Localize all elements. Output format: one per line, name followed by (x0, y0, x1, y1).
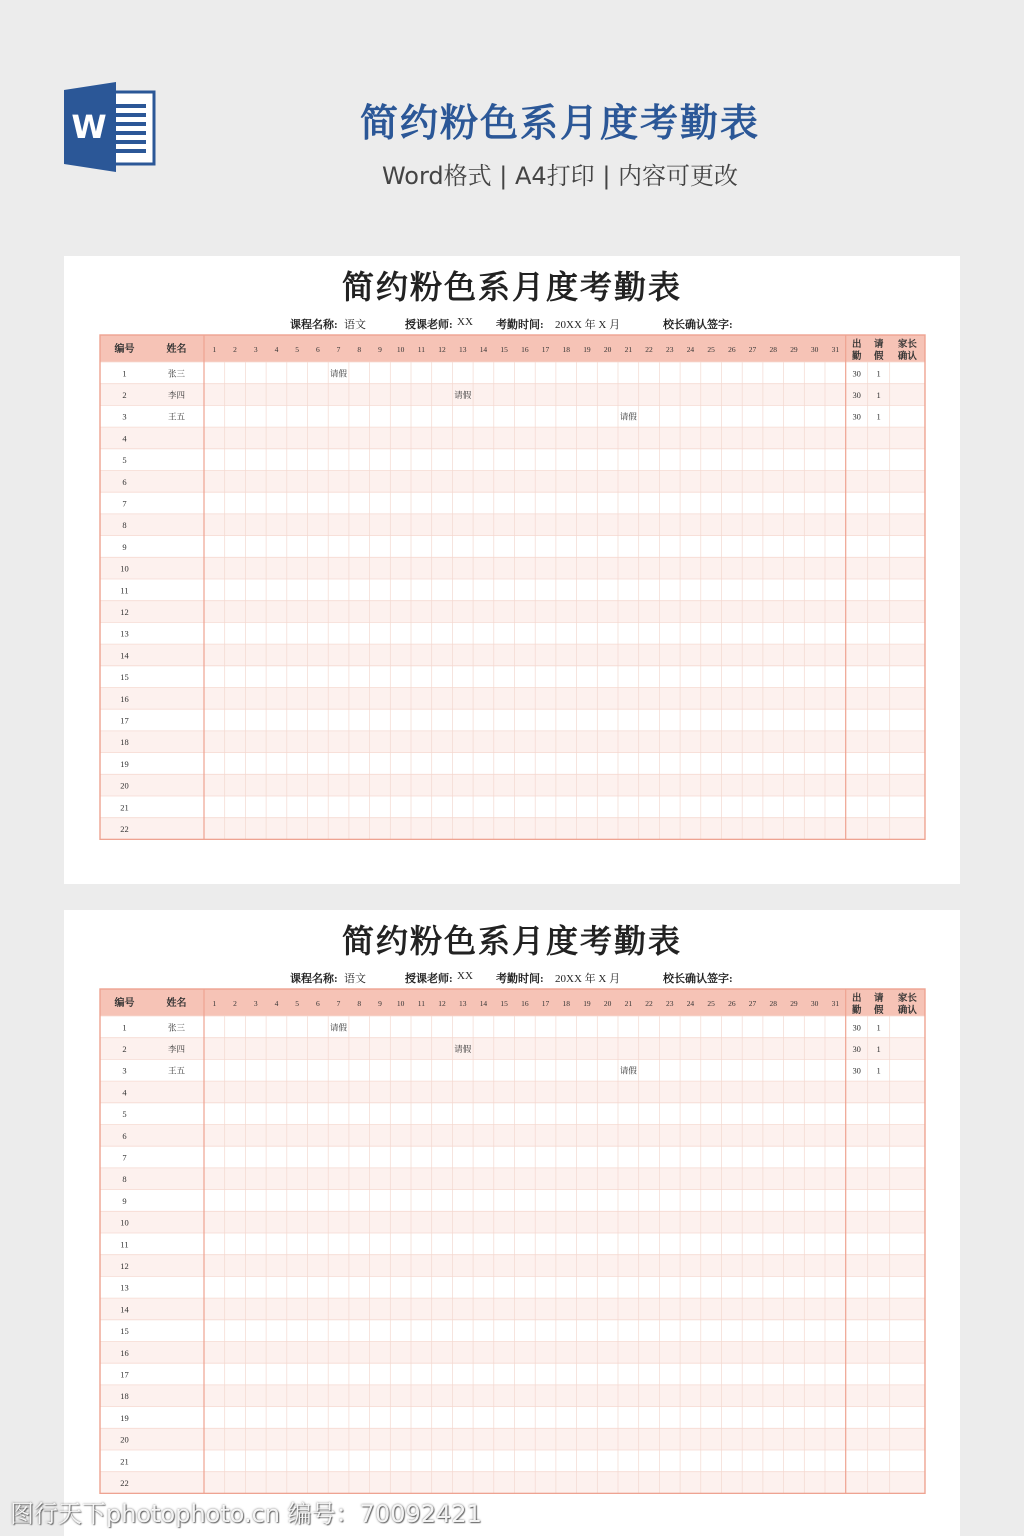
header-day: 30 (810, 998, 819, 1008)
header-day: 7 (336, 998, 341, 1008)
leave-mark: 请假 (619, 411, 637, 422)
table-row (100, 1124, 925, 1146)
row-number: 2 (122, 390, 127, 401)
row-number: 17 (120, 715, 129, 726)
table-row (100, 1363, 925, 1385)
row-name: 张三 (168, 368, 185, 379)
document-title: 简约粉色系月度考勤表 (341, 269, 682, 305)
course-label: 课程名称: (290, 973, 338, 985)
header-day: 31 (831, 998, 840, 1008)
svg-text:W: W (71, 108, 107, 146)
header-day: 7 (336, 344, 341, 354)
header-day: 11 (417, 998, 425, 1008)
header-day: 23 (666, 998, 674, 1008)
document-title: 简约粉色系月度考勤表 (341, 923, 682, 959)
table-row (100, 1038, 925, 1060)
row-number: 1 (122, 1022, 127, 1033)
header-day: 13 (459, 344, 467, 354)
table-row (100, 1168, 925, 1190)
table-row (100, 1320, 925, 1342)
table-row (100, 666, 925, 688)
header-day: 1 (212, 344, 217, 354)
header-leave: 假 (873, 1005, 884, 1016)
row-number: 3 (122, 1065, 127, 1076)
header-day: 5 (295, 998, 300, 1008)
header-day: 14 (479, 998, 488, 1008)
row-number: 22 (120, 1478, 129, 1489)
row-number: 20 (120, 1434, 129, 1445)
header-day: 5 (295, 344, 300, 354)
row-number: 16 (120, 693, 129, 704)
header-day: 8 (357, 998, 362, 1008)
header-parent-confirm: 确认 (897, 1005, 917, 1016)
document-info-line (64, 316, 960, 332)
table-row (100, 1190, 925, 1212)
row-number: 11 (120, 1239, 129, 1250)
header-day: 28 (769, 344, 777, 354)
table-row (100, 1298, 925, 1320)
header-day: 26 (728, 998, 736, 1008)
table-row (100, 731, 925, 753)
row-number: 15 (120, 672, 129, 683)
principal-signature-label: 校长确认签字: (663, 319, 733, 331)
row-number: 10 (120, 563, 129, 574)
teacher-label: 授课老师: (405, 319, 453, 331)
row-leave-count: 1 (876, 1022, 881, 1033)
table-row (100, 557, 925, 579)
row-number: 14 (120, 650, 129, 661)
header-day: 25 (707, 998, 715, 1008)
header-name: 姓名 (166, 343, 187, 355)
table-row (100, 1385, 925, 1407)
promo-header (0, 0, 1024, 250)
row-name: 王五 (168, 1065, 185, 1076)
row-number: 8 (122, 520, 127, 531)
row-attend-count: 30 (852, 368, 861, 379)
teacher-value: XX (457, 316, 473, 328)
header-day: 24 (686, 998, 695, 1008)
header-day: 16 (521, 344, 529, 354)
row-number: 2 (122, 1044, 127, 1055)
row-number: 13 (120, 1282, 129, 1293)
row-number: 7 (122, 1152, 127, 1163)
table-row (100, 753, 925, 775)
header-day: 2 (233, 998, 237, 1008)
row-number: 20 (120, 780, 129, 791)
table-row (100, 687, 925, 709)
header-day: 16 (521, 998, 529, 1008)
table-row (100, 774, 925, 796)
header-day: 9 (378, 344, 382, 354)
header-day: 8 (357, 344, 362, 354)
header-attend: 出 (851, 339, 862, 350)
header-parent-confirm: 家长 (897, 339, 917, 350)
course-label: 课程名称: (290, 319, 338, 331)
leave-mark: 请假 (619, 1065, 637, 1076)
attendance-table (99, 988, 926, 1494)
header-day: 12 (438, 998, 446, 1008)
table-row (100, 492, 925, 514)
row-number: 15 (120, 1326, 129, 1337)
header-parent-confirm: 确认 (897, 351, 917, 362)
leave-mark: 请假 (454, 1044, 472, 1055)
row-number: 19 (120, 758, 129, 769)
header-day: 21 (624, 998, 633, 1008)
row-number: 13 (120, 628, 129, 639)
row-number: 6 (122, 476, 127, 487)
table-row (100, 405, 925, 427)
row-number: 21 (120, 802, 129, 813)
table-row (100, 470, 925, 492)
header-day: 22 (645, 344, 653, 354)
row-number: 9 (122, 541, 127, 552)
table-row (100, 1081, 925, 1103)
table-row (100, 601, 925, 623)
table-row (100, 818, 925, 840)
course-value: 语文 (344, 319, 366, 331)
table-row (100, 1341, 925, 1363)
header-day: 9 (378, 998, 382, 1008)
header-day: 17 (541, 998, 550, 1008)
row-number: 10 (120, 1217, 129, 1228)
header-day: 4 (274, 998, 279, 1008)
header-day: 2 (233, 344, 237, 354)
table-row (100, 622, 925, 644)
row-name: 张三 (168, 1022, 185, 1033)
row-name: 李四 (168, 390, 185, 401)
header-day: 1 (212, 998, 217, 1008)
table-row (100, 709, 925, 731)
row-number: 12 (120, 1261, 129, 1272)
row-attend-count: 30 (852, 1022, 861, 1033)
row-number: 14 (120, 1304, 129, 1315)
row-number: 18 (120, 737, 129, 748)
header-day: 10 (396, 344, 405, 354)
table-row (100, 449, 925, 471)
header-day: 27 (748, 344, 757, 354)
row-number: 21 (120, 1456, 129, 1467)
time-value: 20XX 年 X 月 (555, 973, 621, 985)
row-leave-count: 1 (876, 368, 881, 379)
header-number: 编号 (114, 343, 135, 355)
header-day: 18 (562, 998, 570, 1008)
table-row (100, 384, 925, 406)
row-number: 17 (120, 1369, 129, 1380)
table-row (100, 1211, 925, 1233)
row-name: 李四 (168, 1044, 185, 1055)
header-attend: 出 (851, 993, 862, 1004)
leave-mark: 请假 (454, 390, 472, 401)
header-day: 19 (583, 998, 591, 1008)
table-header-bg (100, 335, 925, 362)
principal-signature-label: 校长确认签字: (663, 973, 733, 985)
header-leave: 假 (873, 351, 884, 362)
header-attend: 勤 (851, 1005, 862, 1016)
row-number: 9 (122, 1195, 127, 1206)
row-number: 11 (120, 585, 129, 596)
row-attend-count: 30 (852, 411, 861, 422)
promo-subtitle: Word格式 | A4打印 | 内容可更改 (381, 162, 739, 190)
table-row (100, 1472, 925, 1494)
promo-title: 简约粉色系月度考勤表 (359, 101, 760, 145)
time-value: 20XX 年 X 月 (555, 319, 621, 331)
table-row (100, 1016, 925, 1038)
row-leave-count: 1 (876, 1044, 881, 1055)
header-day: 4 (274, 344, 279, 354)
row-number: 4 (122, 433, 127, 444)
header-day: 20 (603, 344, 612, 354)
header-day: 14 (479, 344, 488, 354)
table-row (100, 514, 925, 536)
header-name: 姓名 (166, 997, 187, 1009)
row-leave-count: 1 (876, 390, 881, 401)
header-day: 6 (315, 344, 320, 354)
table-row (100, 1450, 925, 1472)
header-leave: 请 (873, 993, 884, 1004)
watermark: 图行天下photophoto.cn 编号：70092421 (10, 1500, 482, 1528)
header-attend: 勤 (851, 351, 862, 362)
header-day: 31 (831, 344, 840, 354)
table-row (100, 1059, 925, 1081)
word-document-icon (64, 82, 158, 172)
attendance-table (99, 334, 926, 840)
teacher-label: 授课老师: (405, 973, 453, 985)
header-day: 21 (624, 344, 633, 354)
header-day: 13 (459, 998, 467, 1008)
header-day: 11 (417, 344, 425, 354)
table-header-bg (100, 989, 925, 1016)
header-day: 23 (666, 344, 674, 354)
header-day: 15 (500, 998, 508, 1008)
table-row (100, 1407, 925, 1429)
header-day: 22 (645, 998, 653, 1008)
header-day: 10 (396, 998, 405, 1008)
time-label: 考勤时间: (496, 973, 544, 985)
row-number: 6 (122, 1130, 127, 1141)
row-number: 12 (120, 607, 129, 618)
table-row (100, 1146, 925, 1168)
document-page-2 (64, 910, 960, 1536)
row-attend-count: 30 (852, 1065, 861, 1076)
header-number: 编号 (114, 997, 135, 1009)
header-day: 28 (769, 998, 777, 1008)
time-label: 考勤时间: (496, 319, 544, 331)
row-number: 3 (122, 411, 127, 422)
header-leave: 请 (873, 339, 884, 350)
table-row (100, 644, 925, 666)
table-row (100, 1276, 925, 1298)
row-number: 1 (122, 368, 127, 379)
header-parent-confirm: 家长 (897, 993, 917, 1004)
row-leave-count: 1 (876, 411, 881, 422)
course-value: 语文 (344, 973, 366, 985)
row-number: 16 (120, 1347, 129, 1358)
header-day: 29 (790, 998, 798, 1008)
row-number: 19 (120, 1412, 129, 1423)
row-attend-count: 30 (852, 1044, 861, 1055)
header-day: 29 (790, 344, 798, 354)
row-number: 5 (122, 1109, 127, 1120)
header-day: 30 (810, 344, 819, 354)
row-name: 王五 (168, 411, 185, 422)
header-day: 15 (500, 344, 508, 354)
row-attend-count: 30 (852, 390, 861, 401)
header-day: 3 (253, 998, 258, 1008)
table-row (100, 362, 925, 384)
header-day: 20 (603, 998, 612, 1008)
row-number: 18 (120, 1391, 129, 1402)
table-row (100, 427, 925, 449)
table-row (100, 1428, 925, 1450)
header-day: 17 (541, 344, 550, 354)
teacher-value: XX (457, 970, 473, 982)
header-day: 25 (707, 344, 715, 354)
table-row (100, 1233, 925, 1255)
header-day: 3 (253, 344, 258, 354)
header-day: 18 (562, 344, 570, 354)
header-day: 19 (583, 344, 591, 354)
header-day: 27 (748, 998, 757, 1008)
header-day: 6 (315, 998, 320, 1008)
row-number: 22 (120, 824, 129, 835)
table-row (100, 536, 925, 558)
document-page-1 (64, 256, 960, 884)
leave-mark: 请假 (330, 1022, 348, 1033)
header-day: 26 (728, 344, 736, 354)
row-number: 8 (122, 1174, 127, 1185)
table-row (100, 1255, 925, 1277)
row-leave-count: 1 (876, 1065, 881, 1076)
leave-mark: 请假 (330, 368, 348, 379)
document-info-line (64, 970, 960, 986)
header-day: 12 (438, 344, 446, 354)
row-number: 4 (122, 1087, 127, 1098)
table-row (100, 1103, 925, 1125)
header-day: 24 (686, 344, 695, 354)
row-number: 5 (122, 455, 127, 466)
row-number: 7 (122, 498, 127, 509)
table-row (100, 796, 925, 818)
table-row (100, 579, 925, 601)
